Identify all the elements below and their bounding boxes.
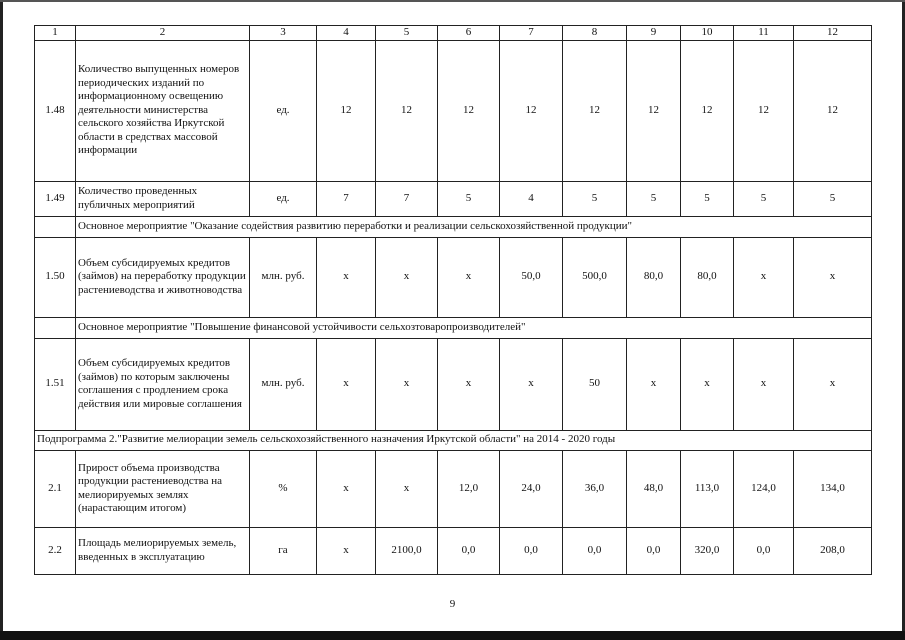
header-cell: 11 bbox=[734, 26, 794, 41]
value-cell: х bbox=[627, 338, 681, 430]
header-cell: 6 bbox=[438, 26, 500, 41]
value-cell: 0,0 bbox=[500, 527, 563, 574]
value-cell: х bbox=[794, 237, 872, 317]
value-cell: 0,0 bbox=[438, 527, 500, 574]
value-cell: 4 bbox=[500, 181, 563, 216]
row-number: 1.50 bbox=[35, 237, 76, 317]
value-cell: 2100,0 bbox=[376, 527, 438, 574]
row-number: 1.49 bbox=[35, 181, 76, 216]
value-cell: 80,0 bbox=[681, 237, 734, 317]
value-cell: 50 bbox=[563, 338, 627, 430]
header-cell: 12 bbox=[794, 26, 872, 41]
value-cell: х bbox=[376, 338, 438, 430]
value-cell: 5 bbox=[734, 181, 794, 216]
value-cell: 500,0 bbox=[563, 237, 627, 317]
subprogram-title: Подпрограмма 2."Развитие мелиорации земель сельскохозяйственного назначения Иркутской области" на 2014 - 2020 годы bbox=[35, 430, 872, 450]
value-cell: 24,0 bbox=[500, 450, 563, 527]
empty-cell bbox=[35, 317, 76, 338]
value-cell: 208,0 bbox=[794, 527, 872, 574]
unit-cell: га bbox=[250, 527, 317, 574]
value-cell: х bbox=[500, 338, 563, 430]
unit-cell: млн. руб. bbox=[250, 338, 317, 430]
value-cell: 7 bbox=[317, 181, 376, 216]
table-row bbox=[35, 450, 872, 527]
section-title: Основное мероприятие "Оказание содействия развитию переработки и реализации сельскохозяйственной продукции" bbox=[76, 216, 872, 237]
header-cell: 1 bbox=[35, 26, 76, 41]
value-cell: х bbox=[376, 237, 438, 317]
value-cell: 0,0 bbox=[734, 527, 794, 574]
header-cell: 9 bbox=[627, 26, 681, 41]
value-cell: 12 bbox=[734, 40, 794, 181]
value-cell: 48,0 bbox=[627, 450, 681, 527]
unit-cell: млн. руб. bbox=[250, 237, 317, 317]
value-cell: 12 bbox=[563, 40, 627, 181]
unit-cell: ед. bbox=[250, 40, 317, 181]
section-title: Основное мероприятие "Повышение финансовой устойчивости сельхозтоваропроизводителей" bbox=[76, 317, 872, 338]
header-cell: 2 bbox=[76, 26, 250, 41]
value-cell: 12 bbox=[438, 40, 500, 181]
indicator-name: Площадь мелиорируемых земель, введенных в эксплуатацию bbox=[76, 527, 250, 574]
value-cell: 320,0 bbox=[681, 527, 734, 574]
unit-cell: % bbox=[250, 450, 317, 527]
table-row bbox=[35, 181, 872, 216]
value-cell: 36,0 bbox=[563, 450, 627, 527]
row-number: 2.1 bbox=[35, 450, 76, 527]
value-cell: 5 bbox=[438, 181, 500, 216]
value-cell: 80,0 bbox=[627, 237, 681, 317]
header-cell: 8 bbox=[563, 26, 627, 41]
value-cell: х bbox=[317, 527, 376, 574]
value-cell: 5 bbox=[681, 181, 734, 216]
value-cell: 12 bbox=[376, 40, 438, 181]
row-number: 2.2 bbox=[35, 527, 76, 574]
value-cell: х bbox=[438, 338, 500, 430]
value-cell: 12 bbox=[681, 40, 734, 181]
table-row bbox=[35, 40, 872, 181]
value-cell: 5 bbox=[563, 181, 627, 216]
value-cell: х bbox=[438, 237, 500, 317]
section-row bbox=[35, 430, 872, 450]
table-row bbox=[35, 237, 872, 317]
value-cell: 5 bbox=[627, 181, 681, 216]
row-number: 1.48 bbox=[35, 40, 76, 181]
header-cell: 10 bbox=[681, 26, 734, 41]
value-cell: 124,0 bbox=[734, 450, 794, 527]
value-cell: 0,0 bbox=[627, 527, 681, 574]
scan-border-left bbox=[0, 0, 3, 640]
scan-border-bottom bbox=[0, 631, 905, 640]
value-cell: 0,0 bbox=[563, 527, 627, 574]
table-row bbox=[35, 338, 872, 430]
header-row bbox=[35, 26, 872, 41]
value-cell: х bbox=[734, 237, 794, 317]
value-cell: х bbox=[376, 450, 438, 527]
indicator-name: Объем субсидируемых кредитов (займов) по которым заключены соглашения с продлением срока действия или мировые соглашения bbox=[76, 338, 250, 430]
value-cell: х bbox=[681, 338, 734, 430]
value-cell: 7 bbox=[376, 181, 438, 216]
value-cell: х bbox=[317, 338, 376, 430]
indicator-name: Объем субсидируемых кредитов (займов) на переработку продукции растениеводства и животноводства bbox=[76, 237, 250, 317]
value-cell: 50,0 bbox=[500, 237, 563, 317]
table-row bbox=[35, 527, 872, 574]
value-cell: х bbox=[734, 338, 794, 430]
header-cell: 7 bbox=[500, 26, 563, 41]
section-row bbox=[35, 216, 872, 237]
indicator-name: Количество проведенных публичных мероприятий bbox=[76, 181, 250, 216]
value-cell: 12 bbox=[627, 40, 681, 181]
page-number: 9 bbox=[449, 598, 456, 610]
section-row bbox=[35, 317, 872, 338]
indicator-name: Количество выпущенных номеров периодических изданий по информационному освещению деятельности министерства сельского хозяйства Иркутской области в средствах массовой информации bbox=[76, 40, 250, 181]
indicator-name: Прирост объема производства продукции растениеводства на мелиорируемых землях (нарастающим итогом) bbox=[76, 450, 250, 527]
empty-cell bbox=[35, 216, 76, 237]
row-number: 1.51 bbox=[35, 338, 76, 430]
value-cell: х bbox=[317, 450, 376, 527]
value-cell: х bbox=[794, 338, 872, 430]
unit-cell: ед. bbox=[250, 181, 317, 216]
value-cell: 12,0 bbox=[438, 450, 500, 527]
header-cell: 3 bbox=[250, 26, 317, 41]
value-cell: 113,0 bbox=[681, 450, 734, 527]
value-cell: 12 bbox=[317, 40, 376, 181]
value-cell: 12 bbox=[500, 40, 563, 181]
scan-border-top bbox=[0, 0, 905, 2]
value-cell: 134,0 bbox=[794, 450, 872, 527]
header-cell: 4 bbox=[317, 26, 376, 41]
indicators-table bbox=[34, 25, 872, 575]
value-cell: х bbox=[317, 237, 376, 317]
value-cell: 5 bbox=[794, 181, 872, 216]
header-cell: 5 bbox=[376, 26, 438, 41]
value-cell: 12 bbox=[794, 40, 872, 181]
